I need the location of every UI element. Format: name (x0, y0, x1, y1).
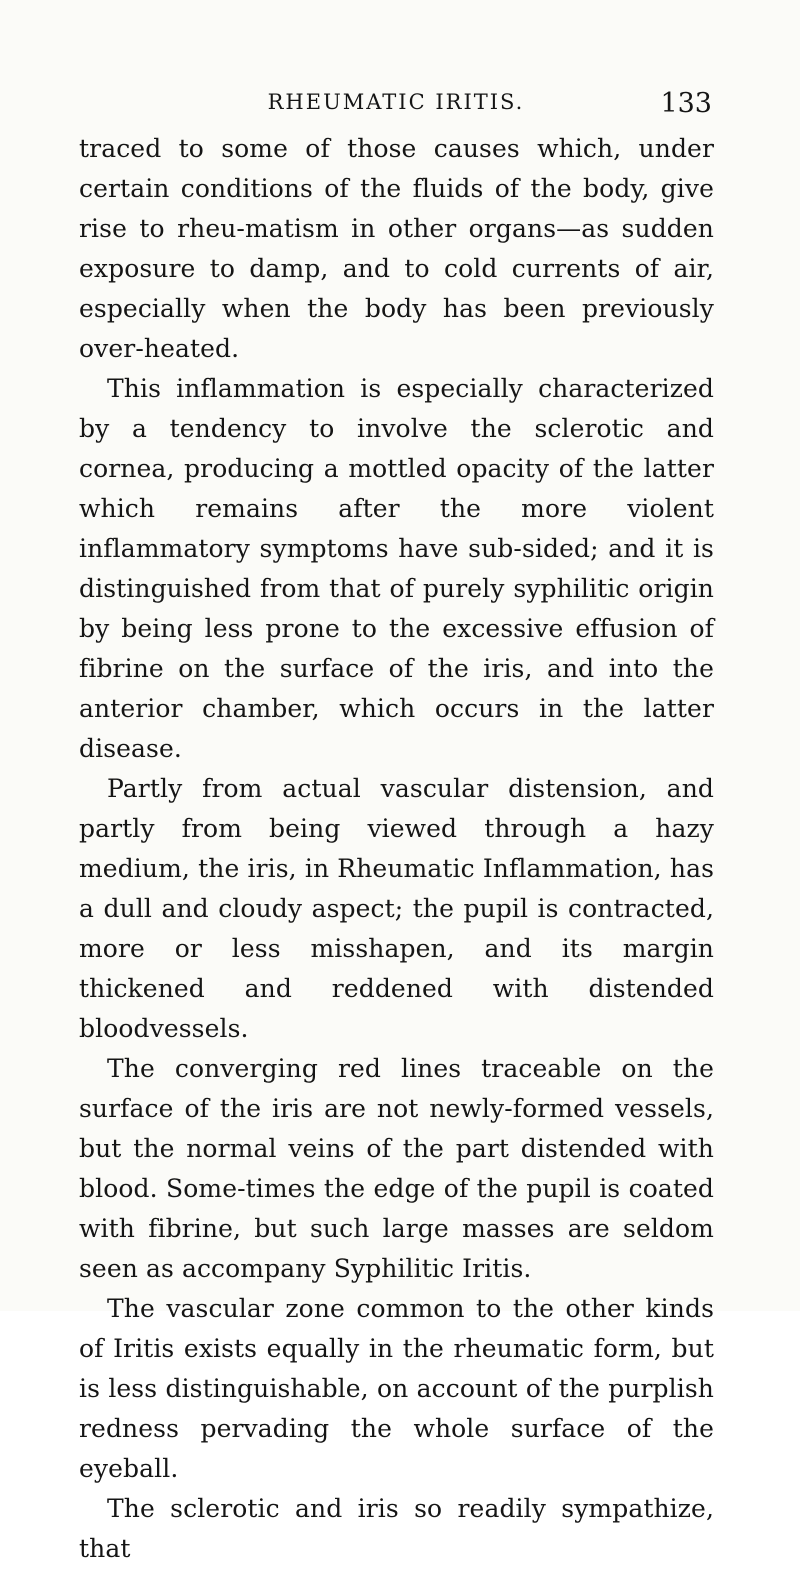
running-title: RHEUMATIC IRITIS. (267, 90, 525, 114)
paragraph: The sclerotic and iris so readily sympathize, that (79, 1494, 714, 1563)
page-number: 133 (660, 88, 712, 119)
paragraph-continued: traced to some of those causes which, under certain conditions of the fluids of the body, give rise to rheu-matism in other organs—as sudden exposure to damp, and to cold currents of air, especially when the body has been previously over-heated. (79, 134, 714, 363)
paragraph: The vascular zone common to the other kinds of Iritis exists equally in the rheumatic form, but is less distinguishable, on account of the purplish redness pervading the whole surface of the eyeball. (79, 1294, 714, 1483)
body-text (79, 129, 714, 1569)
paragraph: This inflammation is especially characterized by a tendency to involve the sclerotic and cornea, producing a mottled opacity of the latter which remains after the more violent inflammatory symptoms have sub-sided; and it is distinguished from that of purely syphilitic origin by being less prone to the excessive effusion of fibrine on the surface of the iris, and into the anterior chamber, which occurs in the latter disease. (79, 374, 714, 763)
paragraph: Partly from actual vascular distension, and partly from being viewed through a hazy medium, the iris, in Rheumatic Inflammation, has a dull and cloudy aspect; the pupil is contracted, more or less misshapen, and its margin thickened and reddened with distended bloodvessels. (79, 774, 714, 1043)
paragraph: The converging red lines traceable on the surface of the iris are not newly-formed vessels, but the normal veins of the part distended with blood. Some-times the edge of the pupil is coated with fibrine, but such large masses are seldom seen as accompany Syphilitic Iritis. (79, 1054, 714, 1283)
running-head (80, 88, 712, 128)
